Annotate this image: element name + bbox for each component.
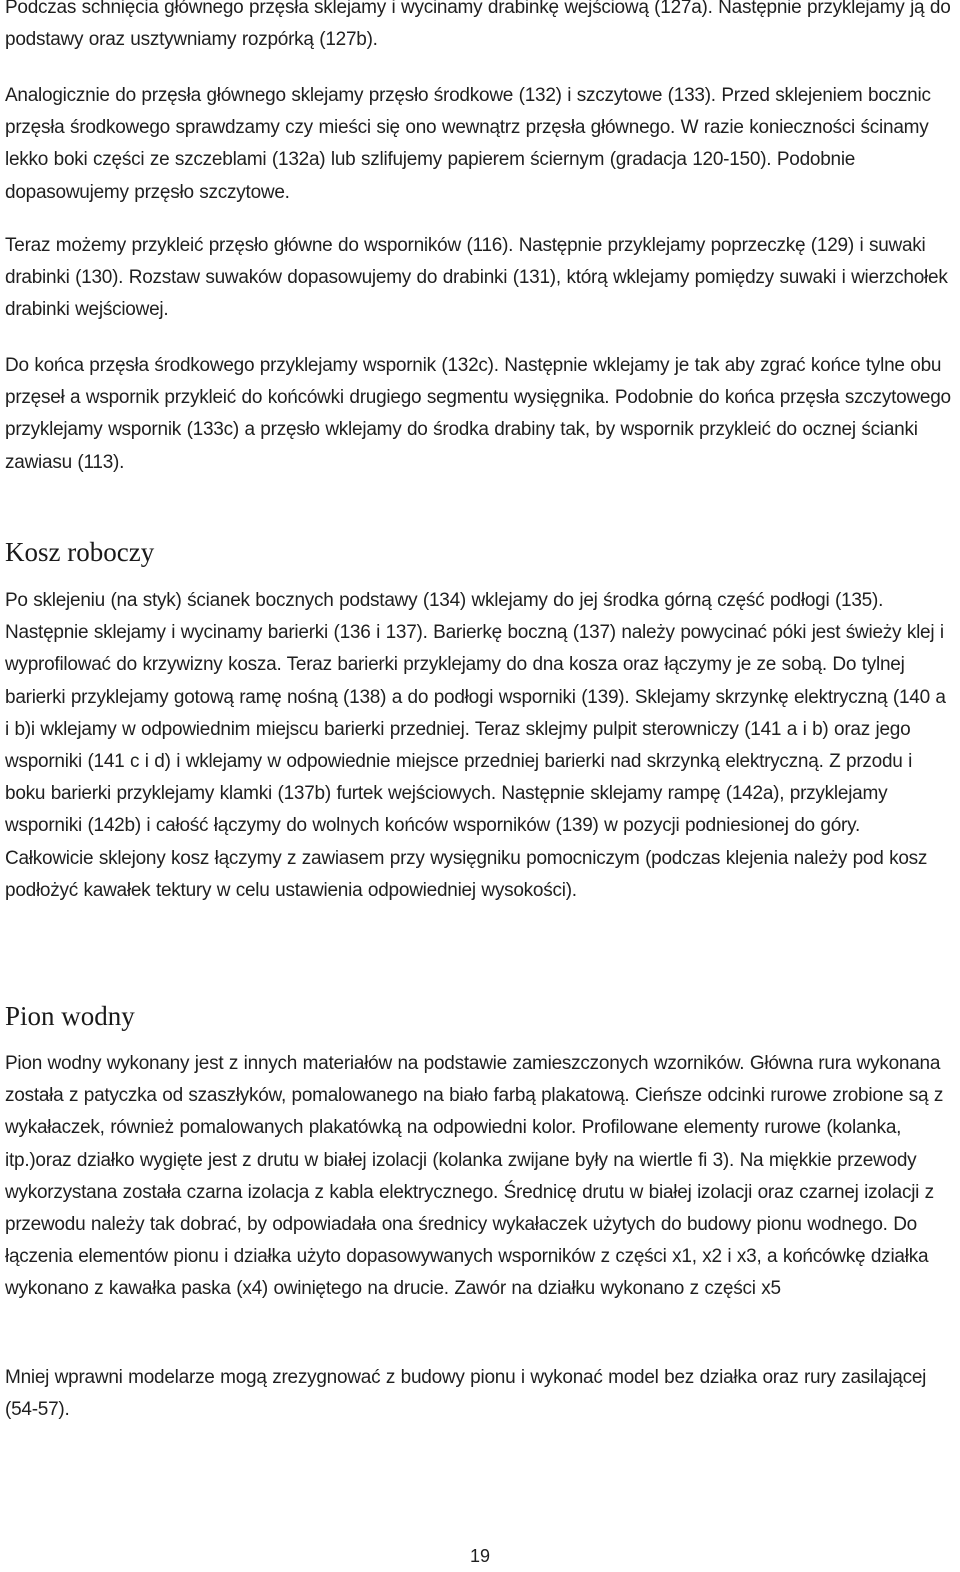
paragraph-przesla: Analogicznie do przęsła głównego sklejamy przęsło środkowe (132) i szczytowe (133). Przed sklejeniem bocznic przęsła środkowego sprawdzamy czy mieści się ono wewnątrz przęsła głównego. W razie konieczności ścinamy lekko boki części ze szczeblami (132a) lub szlifujemy papierem ściernym (gradacja 120-150). Podobnie dopasowujemy przęsło szczytowe. <box>5 85 931 203</box>
paragraph-pion-uwaga: Mniej wprawni modelarze mogą zrezygnować z budowy pionu i wykonać model bez działka oraz rury zasilającej (54-57). <box>5 1367 927 1421</box>
page-number: 19 <box>469 1546 491 1566</box>
paragraph-przeslo-srodkowe: Do końca przęsła środkowego przyklejamy wspornik (132c). Następnie wklejamy je tak aby zgrać końce tylne obu przęseł a wspornik przykleić do końcówki drugiego segmentu wysięgnika. Podobnie do końca przęsła szczytowego przyklejamy wspornik (133c) a przęsło wklejamy do środka drabiny tak, by wspornik przykleić do ocznej ścianki zawiasu (113). <box>5 355 951 473</box>
heading-pion-wodny: Pion wodny <box>5 1001 135 1031</box>
paragraph-wsporniki: Teraz możemy przykleić przęsło główne do wsporników (116). Następnie przyklejamy poprzeczkę (129) i suwaki drabinki (130). Rozstaw suwaków dopasowujemy do drabinki (131), którą wklejamy pomiędzy suwaki i wierzchołek drabinki wejściowej. <box>5 235 948 321</box>
paragraph-pion-wodny: Pion wodny wykonany jest z innych materiałów na podstawie zamieszczonych wzorników. Główna rura wykonana została z patyczka od szaszłyków, pomalowanego na biało farbą plakatową. Cieńsze odcinki rurowe zrobione są z wykałaczek, również pomalowanych plakatówką na odpowiedni kolor. Profilowane elementy rurowe (kolanka, itp.)oraz działko wygięte jest z drutu w białej izolacji (kolanka zwijane były na wiertle fi 3). Na miękkie przewody wykorzystana została czarna izolacja z kabla elektrycznego. Średnicę drutu w białej izolacji oraz czarnej izolacji z przewodu należy tak dobrać, by odpowiadała ona średnicy wykałaczek użytych do budowy pionu wodnego. Do łączenia elementów pionu i działka użyto dopasowywanych wsporników z części x1, x2 i x3, a końcówkę działka wykonano z kawałka paska (x4) owiniętego na drucie. Zawór na działku wykonano z części x5 <box>5 1053 944 1300</box>
heading-kosz-roboczy: Kosz roboczy <box>5 537 155 567</box>
paragraph-kosz-roboczy: Po sklejeniu (na styk) ścianek bocznych podstawy (134) wklejamy do jej środka górną część podłogi (135). Następnie sklejamy i wycinamy barierki (136 i 137). Barierkę boczną (137) należy powycinać póki jest świeży klej i wyprofilować do krzywizny kosza. Teraz barierki przyklejamy do dna kosza oraz łączymy je ze sobą. Do tylnej barierki przyklejamy gotową ramę nośną (138) a do podłogi wsporniki (139). Sklejamy skrzynkę elektryczną (140 a i b)i wklejamy w odpowiednim miejscu barierki przedniej. Teraz sklejmy pulpit sterowniczy (141 a i b) oraz jego wsporniki (141 c i d) i wklejamy w odpowiednie miejsce przedniej barierki nad skrzynką elektryczną. Z przodu i boku barierki przyklejamy klamki (137b) furtek wejściowych. Następnie sklejamy rampę (142a), przyklejamy wsporniki (142b) i całość łączymy do wolnych końców wsporników (139) w pozycji podniesionej do góry. Całkowicie sklejony kosz łączymy z zawiasem przy wysięgniku pomocniczym (podczas klejenia należy pod kosz podłożyć kawałek tektury w celu ustawienia odpowiedniej wysokości). <box>5 590 946 901</box>
paragraph-drabinka: Podczas schnięcia głównego przęsła sklejamy i wycinamy drabinkę wejściową (127a). Następnie przyklejamy ją do podstawy oraz usztywniamy rozpórką (127b). <box>5 0 951 51</box>
